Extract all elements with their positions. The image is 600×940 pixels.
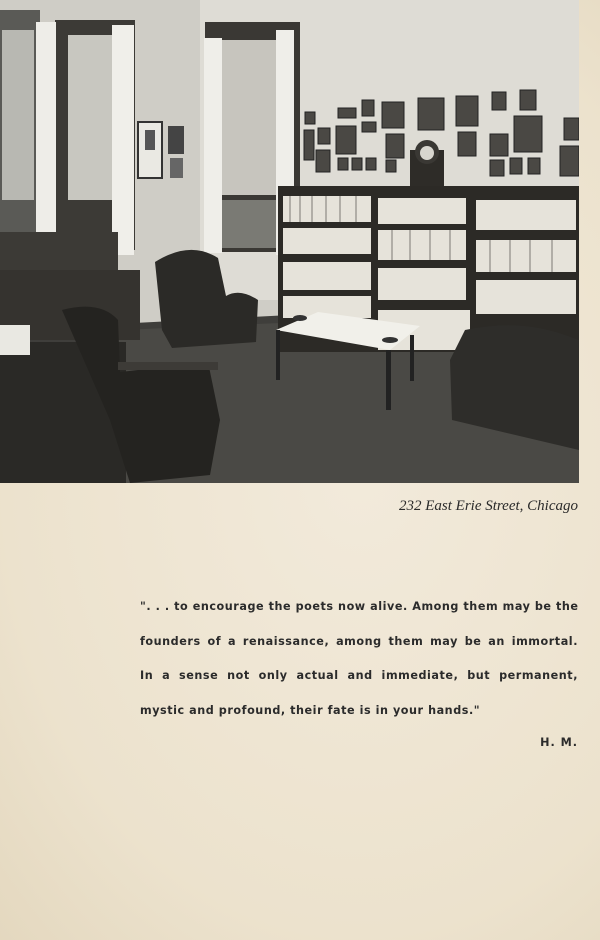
photo-caption: 232 East Erie Street, Chicago: [398, 498, 578, 514]
photo-illustration: [0, 0, 579, 483]
signature-initials: H. M.: [540, 736, 578, 749]
quotation: [140, 590, 578, 728]
quote-line: mystic and profound, their fate is in your hands.": [140, 703, 481, 717]
quote-line: ". . . to encourage the poets now alive. Among them may be the: [140, 600, 579, 613]
office-photograph: [0, 0, 579, 483]
quote-line: In a sense not only actual and immediate, but permanent,: [140, 669, 578, 682]
quote-line: founders of a renaissance, among them may be an immortal.: [140, 634, 578, 648]
